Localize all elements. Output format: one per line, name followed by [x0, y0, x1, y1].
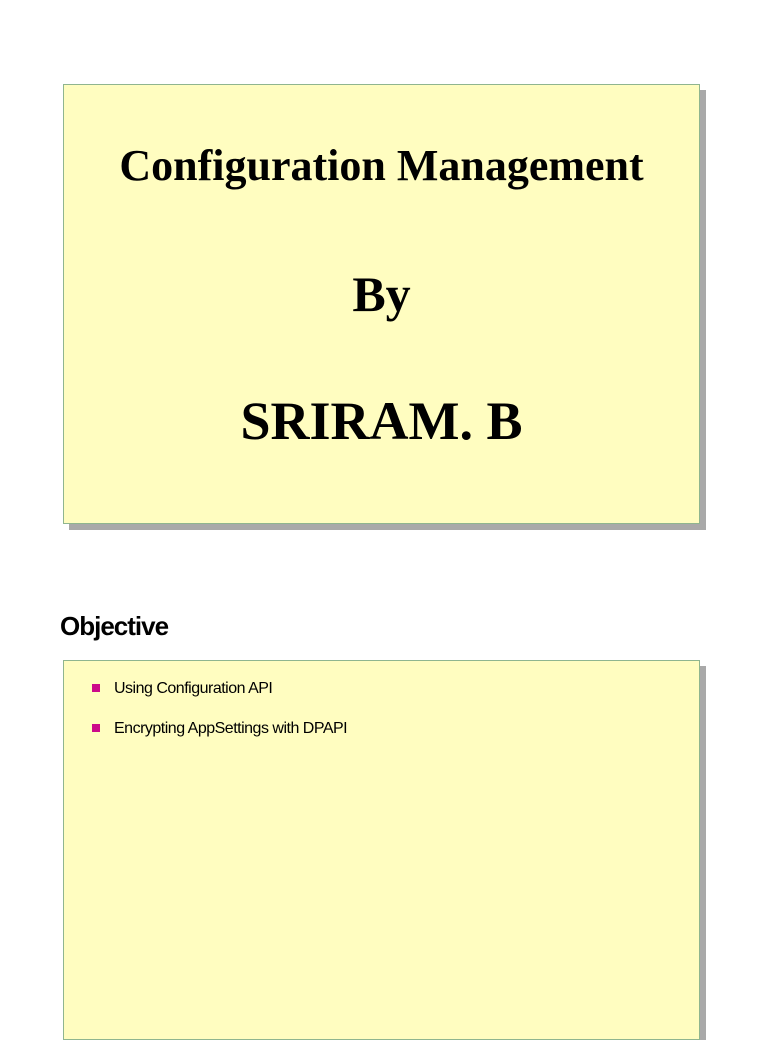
square-bullet-icon: [92, 724, 100, 732]
objective-bullet-item: [92, 679, 347, 699]
square-bullet-icon: [92, 684, 100, 692]
objective-slide: [63, 660, 700, 1040]
objective-bullet-item: [92, 719, 347, 739]
objective-heading: Objective: [60, 611, 169, 641]
slide-title: Configuration Management: [119, 141, 644, 190]
title-slide: [63, 84, 700, 524]
objective-bullet-list: [92, 679, 347, 759]
slide-author: SRIRAM. B: [240, 391, 523, 451]
objective-bullet-text: Using Configuration API: [114, 680, 273, 697]
slide-by-line: By: [352, 266, 411, 322]
objective-bullet-text: Encrypting AppSettings with DPAPI: [114, 720, 348, 737]
